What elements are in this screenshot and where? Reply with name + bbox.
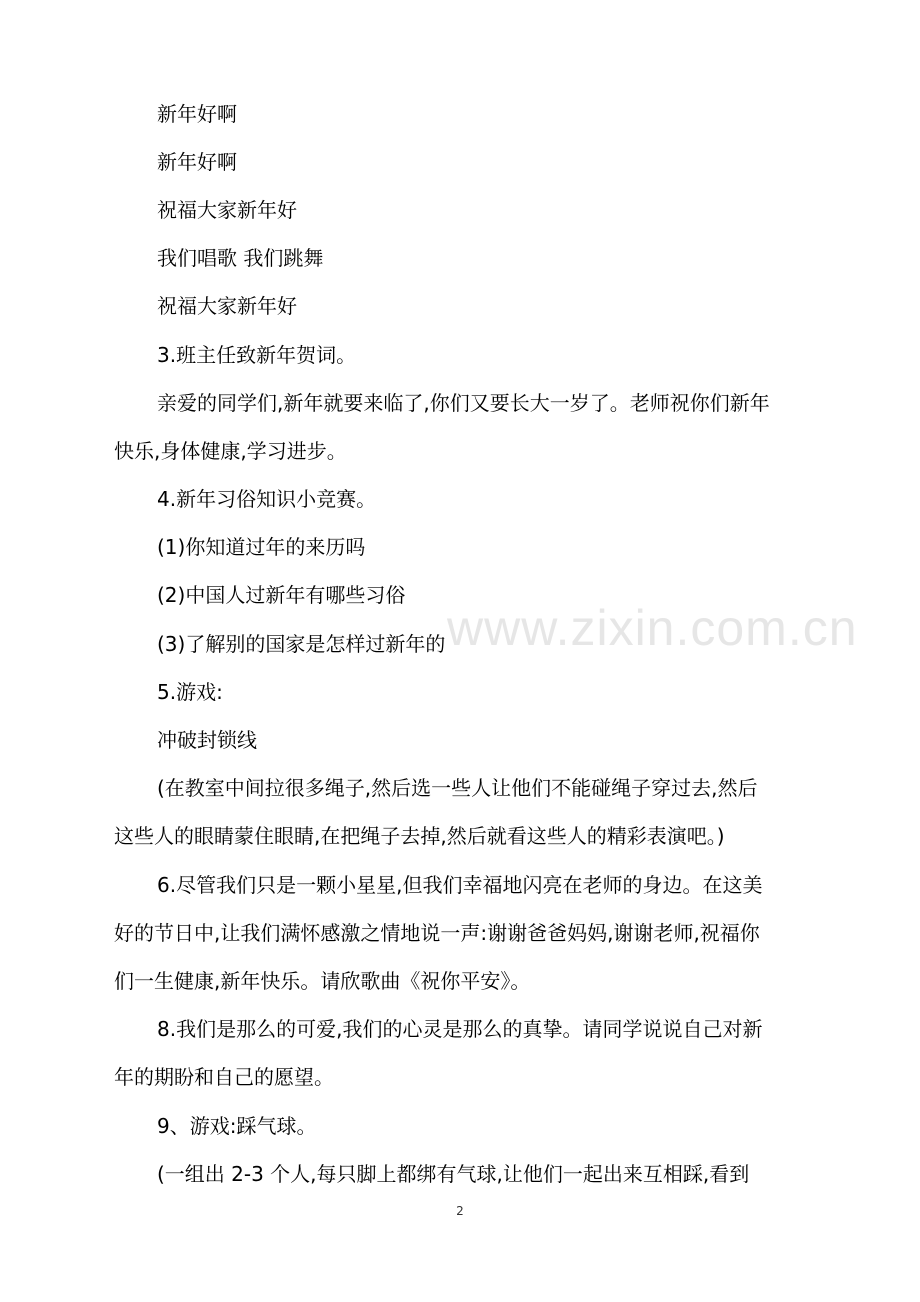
section-heading: 3.班主任致新年贺词。 xyxy=(157,343,357,367)
text-line: 祝福大家新年好 xyxy=(157,294,297,318)
section-heading: 4.新年习俗知识小竞赛。 xyxy=(157,487,377,511)
text-line: 新年好啊 xyxy=(157,150,237,174)
text-line: 冲破封锁线 xyxy=(157,728,257,752)
list-item: (3)了解别的国家是怎样过新年的 xyxy=(157,632,446,656)
text-line: 新年好啊 xyxy=(157,102,237,126)
watermark: www.zixin.com.cn xyxy=(447,600,858,656)
section-heading: 9、游戏:踩气球。 xyxy=(157,1114,317,1138)
text-line: 好的节日中,让我们满怀感激之情地说一声:谢谢爸爸妈妈,谢谢老师,祝福你 xyxy=(114,921,760,945)
text-line: 8.我们是那么的可爱,我们的心灵是那么的真挚。请同学说说自己对新 xyxy=(157,1017,763,1041)
page-number: 2 xyxy=(456,1204,464,1218)
list-item: (1)你知道过年的来历吗 xyxy=(157,535,366,559)
text-line: 这些人的眼睛蒙住眼睛,在把绳子去掉,然后就看这些人的精彩表演吧。) xyxy=(114,824,725,848)
text-line: 们一生健康,新年快乐。请欣歌曲《祝你平安》。 xyxy=(114,969,531,993)
text-line: 快乐,身体健康,学习进步。 xyxy=(114,439,347,463)
text-line: 年的期盼和自己的愿望。 xyxy=(114,1065,334,1089)
list-item: (2)中国人过新年有哪些习俗 xyxy=(157,583,406,607)
text-line: (一组出 2-3 个人,每只脚上都绑有气球,让他们一起出来互相踩,看到 xyxy=(157,1162,750,1186)
text-line: 我们唱歌 我们跳舞 xyxy=(157,246,324,270)
text-line: 祝福大家新年好 xyxy=(157,198,297,222)
text-line: 亲爱的同学们,新年就要来临了,你们又要长大一岁了。老师祝你们新年 xyxy=(157,391,770,415)
section-heading: 5.游戏: xyxy=(157,680,223,704)
text-line: 6.尽管我们只是一颗小星星,但我们幸福地闪亮在老师的身边。在这美 xyxy=(157,873,763,897)
text-line: (在教室中间拉很多绳子,然后选一些人让他们不能碰绳子穿过去,然后 xyxy=(157,776,758,800)
